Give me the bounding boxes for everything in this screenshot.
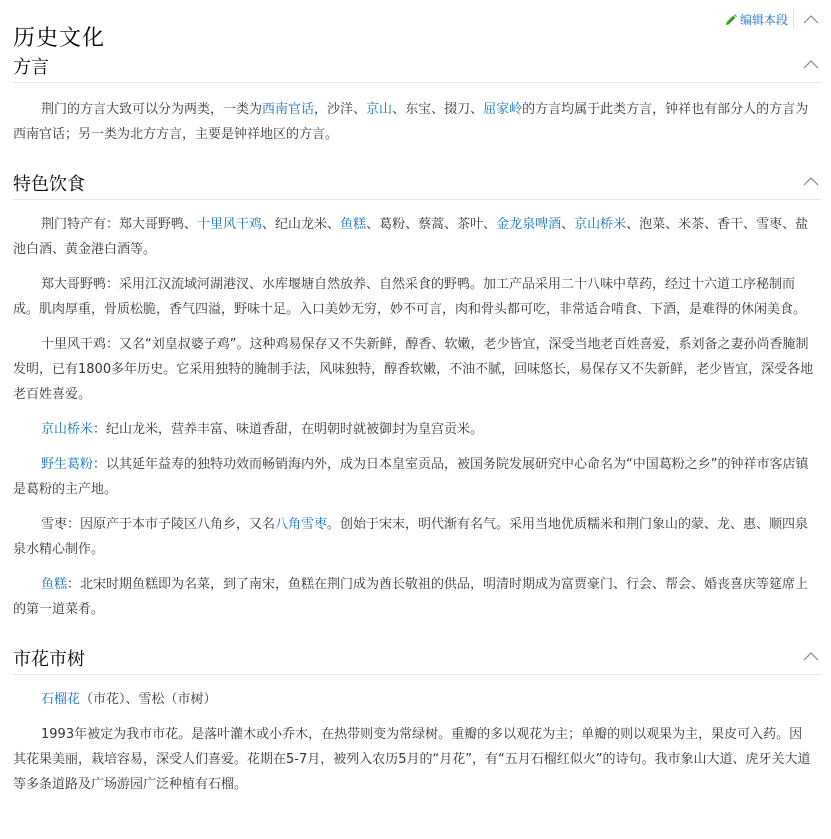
paragraph-text: 的方言均属于此类方言，钟祥也有部分人的方言为西南官话；另一类为北方方言，主要是钟祥地区的方言。 — [13, 102, 809, 142]
paragraph — [13, 512, 821, 562]
paragraph-text: 、纪山龙米、 — [262, 217, 341, 232]
paragraph — [13, 272, 821, 322]
paragraph-text: 、葛粉、蔡蒿、茶叶、 — [366, 217, 497, 232]
inline-link[interactable]: 屈家岭 — [483, 102, 523, 117]
inline-link[interactable]: 京山桥米 — [574, 217, 627, 232]
inline-link[interactable]: 石榴花 — [41, 692, 81, 707]
paragraph-text: 郑大哥野鸭：采用江汉流域河湖港汊、水库堰塘自然放养、自然采食的野鸭。加工产品采用二十八味中草药，经过十六道工序秘制而成。肌肉厚重，骨质松脆，香气四溢，野味十足。入口美妙无穷，妙不可言，肉和骨头都可吃，非常适合啃食、下酒，是难得的休闲美食。 — [13, 277, 807, 317]
page-title-row — [13, 0, 821, 51]
inline-link[interactable]: 十里风干鸡 — [197, 217, 263, 232]
paragraph-text: 、 — [561, 217, 575, 232]
paragraph-text: （市花）、雪松（市树） — [80, 692, 217, 707]
section-title: 方言 — [13, 57, 49, 78]
article — [13, 0, 821, 797]
paragraph-text: 、东宝、掇刀、 — [392, 102, 484, 117]
paragraph-text: ：纪山龙米，营养丰富、味道香甜，在明朝时就被御封为皇宫贡米。 — [93, 422, 484, 437]
inline-link[interactable]: 京山桥米 — [41, 422, 94, 437]
paragraph-text: 雪枣：因原产于本市子陵区八角乡，又名 — [41, 517, 276, 532]
sections-container — [13, 44, 821, 797]
paragraph — [13, 332, 821, 407]
inline-link[interactable]: 野生葛粉 — [41, 457, 94, 472]
paragraph — [13, 212, 821, 262]
section-spacer — [13, 622, 821, 636]
section-spacer — [13, 147, 821, 161]
paragraph-text: 。创始于宋末，明代渐有名气。采用当地优质糯米和荆门象山的蒙、龙、惠、顺四泉泉水精心制作。 — [13, 517, 809, 557]
page-title: 历史文化 — [13, 25, 106, 51]
paragraph-text: 1993年被定为我市市花。是落叶灌木或小乔木，在热带则变为常绿树。重瓣的多以观花为主；单瓣的则以观果为主，果皮可入药。因其花果美丽，栽培容易，深受人们喜爱。花期在5-7月，被列入农历5月的“月花”，有“五月石榴红似火”的诗句。我市象山大道、虎牙关大道等多条道路及广场游园广泛种植有石榴。 — [13, 727, 811, 792]
inline-link[interactable]: 鱼糕 — [41, 577, 68, 592]
paragraph — [13, 452, 821, 502]
chevron-up-icon[interactable] — [803, 14, 819, 24]
chevron-up-icon[interactable] — [803, 651, 819, 661]
section-header — [13, 636, 821, 675]
paragraph — [13, 97, 821, 147]
section-header — [13, 161, 821, 200]
inline-link[interactable]: 金龙泉啤酒 — [496, 217, 562, 232]
paragraph-text: 荆门特产有：郑大哥野鸭、 — [41, 217, 198, 232]
paragraph-text: 荆门的方言大致可以分为两类，一类为 — [41, 102, 263, 117]
paragraph-text: ，沙洋、 — [314, 102, 367, 117]
chevron-up-icon[interactable] — [803, 176, 819, 186]
section-title: 特色饮食 — [13, 174, 85, 195]
inline-link[interactable]: 京山 — [366, 102, 393, 117]
paragraph — [13, 722, 821, 797]
inline-link[interactable]: 西南官话 — [262, 102, 315, 117]
pencil-icon — [725, 14, 737, 26]
paragraph-text: 十里风干鸡：又名“刘皇叔婆子鸡”。这种鸡易保存又不失新鲜，醇香、软嫩，老少皆宜，深受当地老百姓喜爱，系刘备之妻孙尚香腌制发明，已有1800多年历史。它采用独特的腌制手法，风味独特，醇香软嫩，不油不腻，回味悠长，易保存又不失新鲜，老少皆宜，深受各地老百姓喜爱。 — [13, 337, 814, 402]
chevron-up-icon[interactable] — [803, 59, 819, 69]
paragraph-text: ：北宋时期鱼糕即为名菜，到了南宋，鱼糕在荆门成为酋长敬祖的供品，明清时期成为富贾豪门、行会、帮会、婚丧喜庆等筵席上的第一道菜肴。 — [13, 577, 809, 617]
inline-link[interactable]: 鱼糕 — [340, 217, 367, 232]
section-header — [13, 44, 821, 83]
paragraph — [13, 687, 821, 712]
paragraph-text: 、泡菜、米茶、香干、雪枣、盐池白酒、黄金港白酒等。 — [13, 217, 809, 257]
edit-section-button[interactable] — [725, 11, 788, 28]
toolbar-divider — [793, 9, 794, 29]
section-title: 市花市树 — [13, 649, 85, 670]
edit-section-label: 编辑本段 — [739, 13, 788, 27]
paragraph — [13, 417, 821, 442]
paragraph — [13, 572, 821, 622]
paragraph-text: ：以其延年益寿的独特功效而畅销海内外，成为日本皇室贡品，被国务院发展研究中心命名为“中国葛粉之乡”的钟祥市客店镇是葛粉的主产地。 — [13, 457, 809, 497]
inline-link[interactable]: 八角雪枣 — [275, 517, 328, 532]
